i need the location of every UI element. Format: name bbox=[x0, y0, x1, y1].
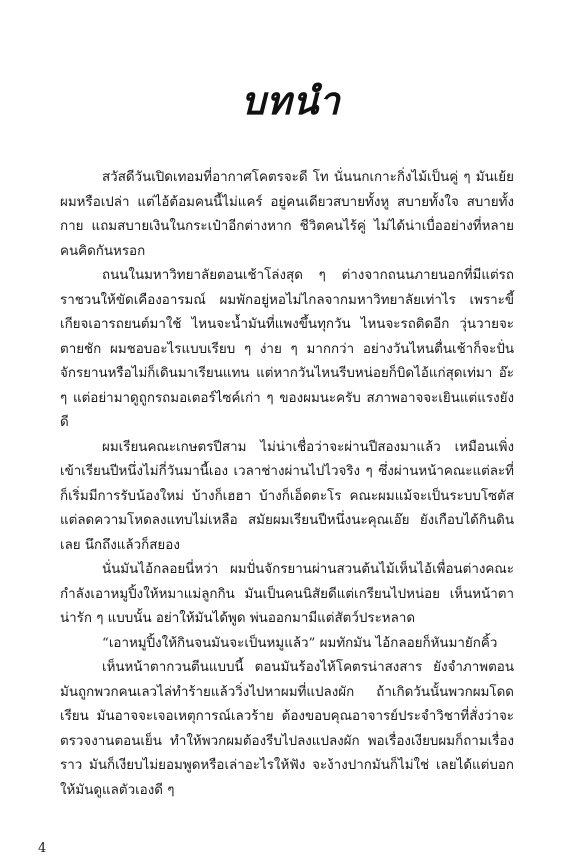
paragraph: ผมเรียนคณะเกษตรปีสาม ไม่น่าเชื่อว่าจะผ่านปีสองมาแล้ว เหมือนเพิ่งเข้าเรียนปีหนึ่งไม่กี่วันมานี้เอง เวลาช่างผ่านไปไวจริง ๆ ซึ่งผ่านหน้าคณะแต่ละที่ก็เริ่มมีการรับน้องใหม่ บ้างก็เฮฮา บ้างก็เอ็ดตะโร คณะผมแม้จะเป็นระบบโซตัสแต่ลดความโหดลงแทบไม่เหลือ สมัยผมเรียนปีหนึ่งนะคุณเอ๊ย ยังเกือบได้กินดินเลย นึกถึงแล้วก็สยอง bbox=[60, 439, 514, 553]
paragraph: สวัสดีวันเปิดเทอมที่อากาศโคตรจะดี โท นั่นนกเกาะกิ่งไม้เป็นคู่ ๆ มันเย้ยผมหรือเปล่า แต่ไอ้ต้อมคนนี้ไม่แคร์ อยู่คนเดียวสบายทั้งหู สบายทั้งใจ สบายทั้งกาย แถมสบายเงินในกระเป๋าอีกต่างหาก ชีวิตคนไร้คู่ ไม่ได้น่าเบื่ออย่างที่หลายคนคิดกันหรอก bbox=[60, 170, 514, 259]
chapter-title: บทนำ bbox=[241, 78, 341, 124]
paragraph: เห็นหน้าตากวนตีนแบบนี้ ตอนมันร้องไห้โคตรน่าสงสาร ยังจำภาพตอนมันถูกพวกคนเลวไล่ทำร้ายแล้ววิ่งไปหาผมที่แปลงผัก ถ้าเกิดวันนั้นพวกผมโดดเรียน มันอาจจะเจอเหตุการณ์เลวร้าย ต้องขอบคุณอาจารย์ประจำวิชาที่สั่งว่าจะตรวจงานตอนเย็น ทำให้พวกผมต้องรีบไปลงแปลงผัก พอเรื่องเงียบผมก็ถามเรื่องราว มันก็เงียบไม่ยอมพูดหรือเล่าอะไรให้ฟัง จะง้างปากมันก็ไม่ใช่ เลยได้แต่บอกให้มันดูแลตัวเองดี ๆ bbox=[60, 660, 514, 798]
page-number: 4 bbox=[38, 841, 47, 856]
paragraph: ถนนในมหาวิทยาลัยตอนเช้าโล่งสุด ๆ ต่างจากถนนภายนอกที่มีแต่รถราชวนให้ขัดเคืองอารมณ์ ผมพักอยู่หอไม่ไกลจากมหาวิทยาลัยเท่าไร เพราะขี้เกียจเอารถยนต์มาใช้ ไหนจะน้ำมันที่แพงขึ้นทุกวัน ไหนจะรถติดอีก วุ่นวายจะตายชัก ผมชอบอะไรแบบเรียบ ๆ ง่าย ๆ มากกว่า อย่างวันไหนตื่นเช้าก็จะปั่นจักรยานหรือไม่ก็เดินมาเรียนแทน แต่หากวันไหนรีบหน่อยก็บิดไอ้แก่สุดเท่มา อ๊ะ ๆ แต่อย่ามาดูถูกรถมอเตอร์ไซค์เก่า ๆ ของผมนะครับ สภาพอาจจะเยินแต่แรงยังดี bbox=[60, 268, 514, 430]
chapter-body bbox=[60, 166, 514, 803]
paragraph: นั่นมันไอ้กลอยนี่หว่า ผมปั่นจักรยานผ่านสวนต้นไม้เห็นไอ้เพื่อนต่างคณะกำลังเอาหมูปิ้งให้หมาแม่ลูกกิน มันเป็นคนนิสัยดีแต่เกรียนไปหน่อย เห็นหน้าตาน่ารัก ๆ แบบนั้น อย่าให้มันได้พูด พ่นออกมามีแต่สัตว์ประหลาด bbox=[60, 562, 514, 626]
paragraph-dialogue: “เอาหมูปิ้งให้กินจนมันจะเป็นหมูแล้ว” ผมทักมัน ไอ้กลอยก็หันมายักคิ้ว bbox=[102, 635, 498, 651]
